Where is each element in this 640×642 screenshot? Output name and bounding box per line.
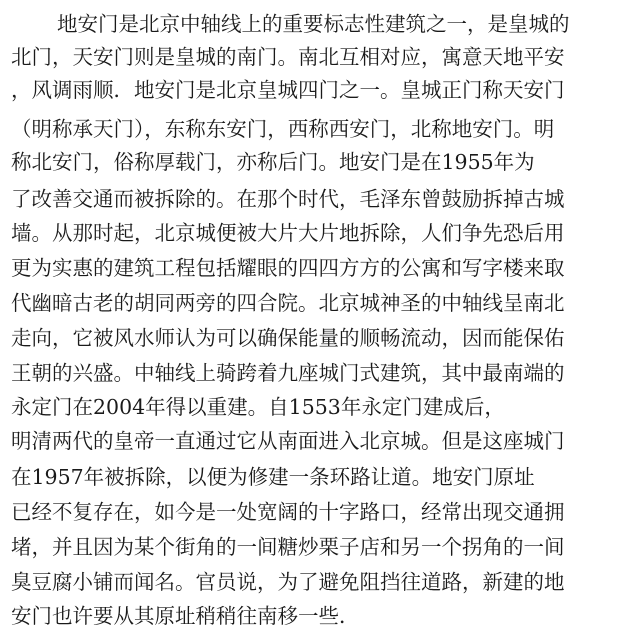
text-line-9: 代幽暗古老的胡同两旁的四合院。北京城神圣的中轴线呈南北 (11, 291, 565, 315)
text-line-5: 称北安门，俗称厚载门，亦称后门。地安门是在1955年为 (11, 150, 535, 174)
text-line-1: 地安门是北京中轴线上的重要标志性建筑之一，是皇城的 (57, 12, 570, 36)
text-line-11: 王朝的兴盛。中轴线上骑跨着九座城门式建筑，其中最南端的 (11, 361, 565, 385)
text-line-3: ，风调雨顺．地安门是北京皇城四门之一。皇城正门称天安门 (11, 78, 565, 102)
text-line-12: 永定门在2004年得以重建。自1553年永定门建成后， (11, 395, 505, 419)
text-line-16: 堵，并且因为某个街角的一间糖炒栗子店和另一个拐角的一间 (11, 535, 565, 559)
text-line-7: 墙。从那时起，北京城便被大片大片地拆除，人们争先恐后用 (11, 221, 565, 245)
text-line-17: 臭豆腐小铺而闻名。官员说，为了避免阻挡往道路，新建的地 (11, 570, 565, 594)
text-line-15: 已经不复存在，如今是一处宽阔的十字路口，经常出现交通拥 (11, 500, 565, 524)
text-line-2: 北门，天安门则是皇城的南门。南北互相对应，寓意天地平安 (11, 45, 565, 69)
text-line-6: 了改善交通而被拆除的。在那个时代，毛泽东曾鼓励拆掉古城 (11, 187, 565, 211)
text-line-18: 安门也许要从其原址稍稍往南移一些． (11, 604, 360, 628)
text-line-13: 明清两代的皇帝一直通过它从南面进入北京城。但是这座城门 (11, 429, 565, 453)
text-line-10: 走向，它被风水师认为可以确保能量的顺畅流动，因而能保佑 (11, 326, 565, 350)
text-line-14: 在1957年被拆除，以便为修建一条环路让道。地安门原址 (11, 465, 535, 489)
text-line-4: （明称承天门），东称东安门，西称西安门，北称地安门。明 (11, 117, 555, 141)
text-line-8: 更为实惠的建筑工程包括耀眼的四四方方的公寓和写字楼来取 (11, 256, 565, 280)
